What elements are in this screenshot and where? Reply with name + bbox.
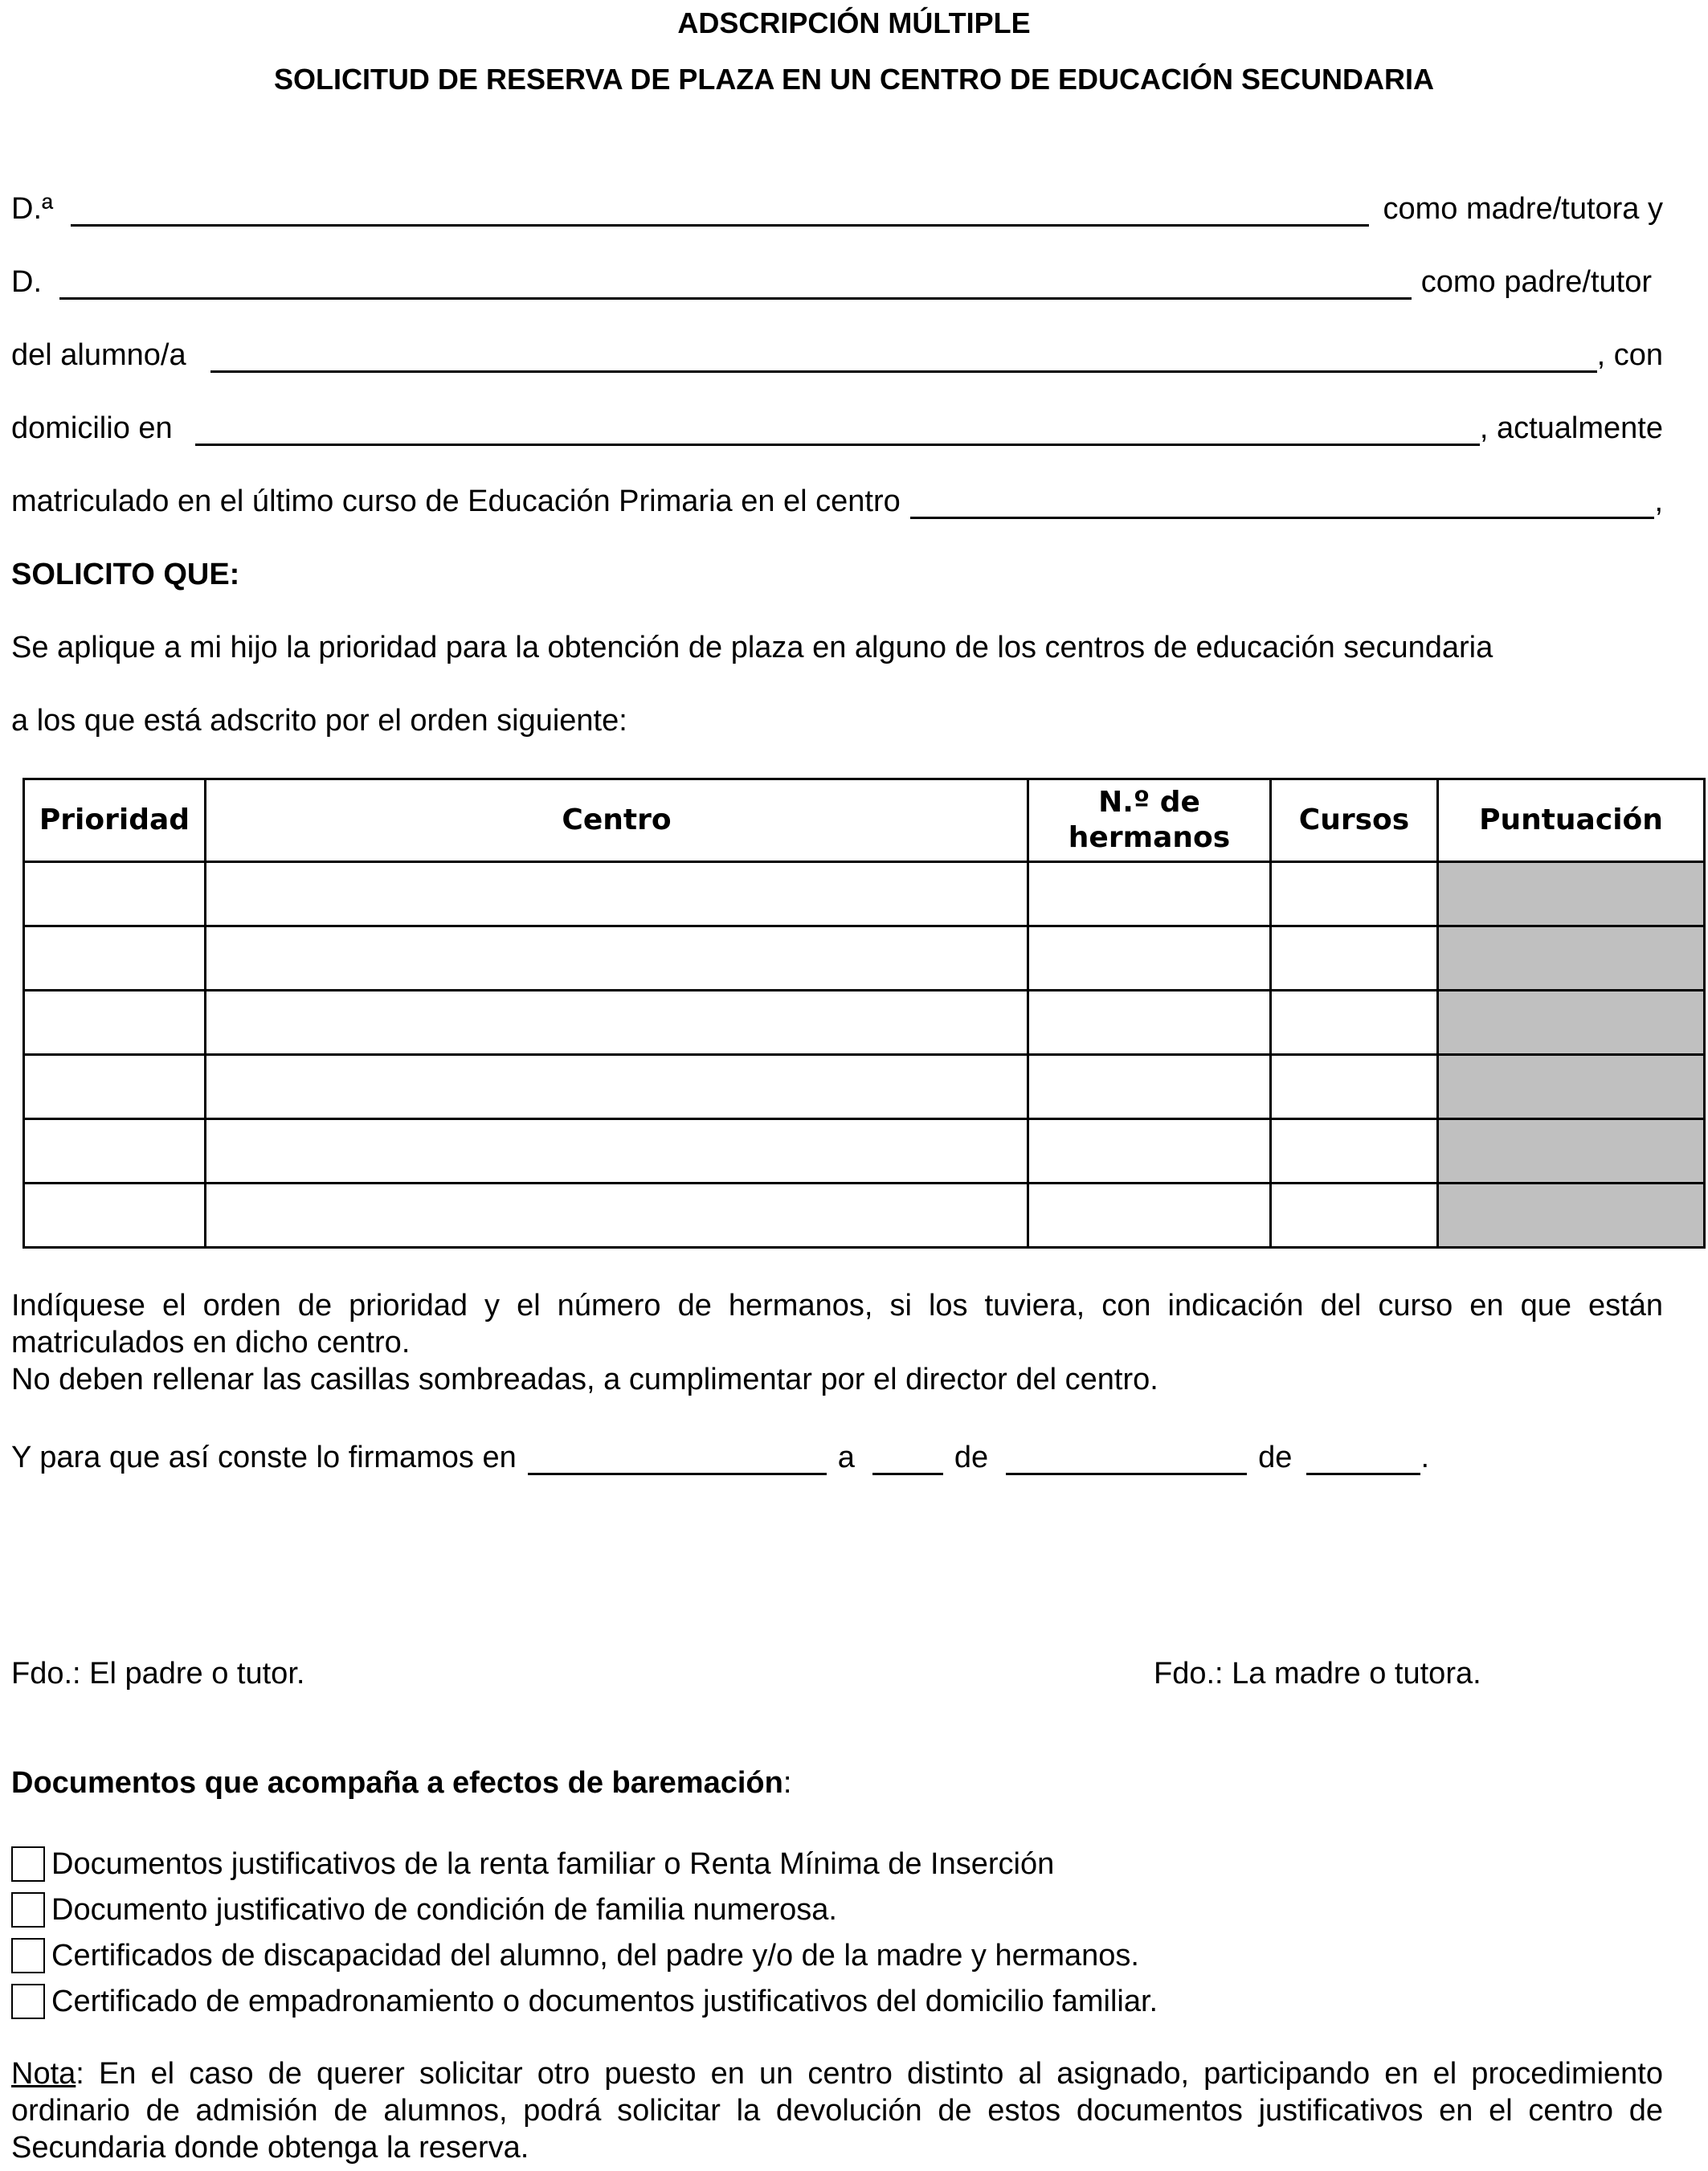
checkbox-income-docs[interactable] bbox=[11, 1846, 45, 1882]
request-line-1: Se aplique a mi hijo la prioridad para la obtención de plaza en alguno de los centros de educación secundaria bbox=[11, 631, 1493, 664]
signature-month-label: de bbox=[954, 1441, 989, 1474]
hermanos-cell[interactable] bbox=[1028, 1055, 1271, 1119]
puntuacion-cell bbox=[1438, 991, 1705, 1055]
address-suffix: , actualmente bbox=[1479, 411, 1663, 445]
signature-month-field[interactable] bbox=[1006, 1441, 1247, 1475]
checkbox-label-large-family: Documento justificativo de condición de familia numerosa. bbox=[51, 1893, 837, 1927]
signature-year-field[interactable] bbox=[1306, 1441, 1420, 1475]
header-prioridad: Prioridad bbox=[24, 779, 206, 862]
mother-name-field[interactable] bbox=[71, 192, 1368, 227]
mother-signature: Fdo.: La madre o tutora. bbox=[1154, 1657, 1481, 1691]
hermanos-cell[interactable] bbox=[1028, 991, 1271, 1055]
student-name-field[interactable] bbox=[210, 338, 1597, 373]
checkbox-large-family[interactable] bbox=[11, 1892, 45, 1928]
checkbox-label-income-docs: Documentos justificativos de la renta familiar o Renta Mínima de Inserción bbox=[51, 1847, 1055, 1881]
mother-prefix: D.ª bbox=[11, 192, 54, 226]
father-name-field[interactable] bbox=[59, 265, 1412, 300]
table-header-row bbox=[24, 779, 1705, 862]
header-puntuacion: Puntuación bbox=[1438, 779, 1705, 862]
father-signature: Fdo.: El padre o tutor. bbox=[11, 1657, 305, 1691]
request-heading: SOLICITO QUE: bbox=[11, 558, 240, 591]
student-line bbox=[11, 333, 1663, 373]
document-subtitle: SOLICITUD DE RESERVA DE PLAZA EN UN CENTRO DE EDUCACIÓN SECUNDARIA bbox=[273, 63, 1435, 96]
document-title: ADSCRIPCIÓN MÚLTIPLE bbox=[677, 6, 1031, 39]
header-hermanos: N.º de hermanos bbox=[1028, 779, 1271, 862]
instructions-text: Indíquese el orden de prioridad y el número de hermanos, si los tuviera, con indicación del curso en que están matriculados en dicho centro. bbox=[11, 1289, 1663, 1359]
instructions-shaded-note: No deben rellenar las casillas sombreadas, a cumplimentar por el director del centro. bbox=[11, 1363, 1158, 1396]
prioridad-cell[interactable] bbox=[24, 862, 206, 926]
signature-day-label: a bbox=[837, 1441, 855, 1474]
note-paragraph bbox=[11, 2055, 1663, 2166]
documents-heading bbox=[11, 1764, 791, 1801]
cursos-cell[interactable] bbox=[1271, 862, 1438, 926]
table-row bbox=[24, 1055, 1705, 1119]
centro-cell[interactable] bbox=[206, 1119, 1028, 1184]
school-field[interactable] bbox=[910, 484, 1655, 519]
centro-cell[interactable] bbox=[206, 1184, 1028, 1248]
prioridad-cell[interactable] bbox=[24, 1119, 206, 1184]
hermanos-cell[interactable] bbox=[1028, 926, 1271, 991]
prioridad-cell[interactable] bbox=[24, 1055, 206, 1119]
student-suffix: , con bbox=[1596, 338, 1663, 372]
prioridad-cell[interactable] bbox=[24, 1184, 206, 1248]
address-field[interactable] bbox=[195, 411, 1480, 446]
signature-end: . bbox=[1420, 1441, 1430, 1474]
puntuacion-cell bbox=[1438, 926, 1705, 991]
signature-day-field[interactable] bbox=[872, 1441, 943, 1475]
cursos-cell[interactable] bbox=[1271, 991, 1438, 1055]
header-cursos: Cursos bbox=[1271, 779, 1438, 862]
father-suffix: como padre/tutor bbox=[1420, 265, 1652, 299]
father-prefix: D. bbox=[11, 265, 42, 299]
signature-place-field[interactable] bbox=[528, 1441, 827, 1475]
signature-date-line bbox=[11, 1435, 1429, 1475]
checkbox-label-residence: Certificado de empadronamiento o documentos justificativos del domicilio familiar. bbox=[51, 1985, 1158, 2018]
school-prefix: matriculado en el último curso de Educación Primaria en el centro bbox=[11, 484, 901, 518]
checkbox-residence[interactable] bbox=[11, 1984, 45, 2019]
address-prefix: domicilio en bbox=[11, 411, 173, 445]
checkbox-label-disability: Certificados de discapacidad del alumno, del padre y/o de la madre y hermanos. bbox=[51, 1939, 1139, 1973]
signature-year-label: de bbox=[1258, 1441, 1293, 1474]
cursos-cell[interactable] bbox=[1271, 1119, 1438, 1184]
school-line bbox=[11, 479, 1663, 519]
father-line bbox=[11, 260, 1663, 300]
cursos-cell[interactable] bbox=[1271, 1055, 1438, 1119]
puntuacion-cell bbox=[1438, 1184, 1705, 1248]
table-row bbox=[24, 926, 1705, 991]
table-row bbox=[24, 1119, 1705, 1184]
centro-cell[interactable] bbox=[206, 862, 1028, 926]
header-centro: Centro bbox=[206, 779, 1028, 862]
school-suffix: , bbox=[1654, 484, 1663, 518]
mother-suffix: como madre/tutora y bbox=[1383, 192, 1663, 226]
request-line-2: a los que está adscrito por el orden siguiente: bbox=[11, 704, 627, 738]
checkbox-disability[interactable] bbox=[11, 1938, 45, 1973]
hermanos-cell[interactable] bbox=[1028, 1119, 1271, 1184]
cursos-cell[interactable] bbox=[1271, 1184, 1438, 1248]
table-row bbox=[24, 991, 1705, 1055]
address-line bbox=[11, 406, 1663, 446]
puntuacion-cell bbox=[1438, 1055, 1705, 1119]
mother-line bbox=[11, 186, 1663, 227]
puntuacion-cell bbox=[1438, 1119, 1705, 1184]
puntuacion-cell bbox=[1438, 862, 1705, 926]
prioridad-cell[interactable] bbox=[24, 926, 206, 991]
hermanos-cell[interactable] bbox=[1028, 1184, 1271, 1248]
centro-cell[interactable] bbox=[206, 1055, 1028, 1119]
centro-cell[interactable] bbox=[206, 991, 1028, 1055]
priority-table bbox=[22, 778, 1706, 1249]
documents-heading-colon: : bbox=[782, 1766, 792, 1800]
table-row bbox=[24, 1184, 1705, 1248]
student-prefix: del alumno/a bbox=[11, 338, 186, 372]
signature-place-label: Y para que así conste lo firmamos en bbox=[11, 1441, 517, 1474]
hermanos-cell[interactable] bbox=[1028, 862, 1271, 926]
documents-heading-label: Documentos que acompaña a efectos de baremación bbox=[11, 1766, 783, 1800]
prioridad-cell[interactable] bbox=[24, 991, 206, 1055]
table-row bbox=[24, 862, 1705, 926]
note-label: Nota bbox=[11, 2057, 76, 2091]
note-text: : En el caso de querer solicitar otro puesto en un centro distinto al asignado, participando en el procedimiento ordinario de admisión de alumnos, podrá solicitar la devolución de estos documentos justificativos en el centro de Secundaria donde obtenga la reserva. bbox=[11, 2057, 1663, 2165]
cursos-cell[interactable] bbox=[1271, 926, 1438, 991]
centro-cell[interactable] bbox=[206, 926, 1028, 991]
